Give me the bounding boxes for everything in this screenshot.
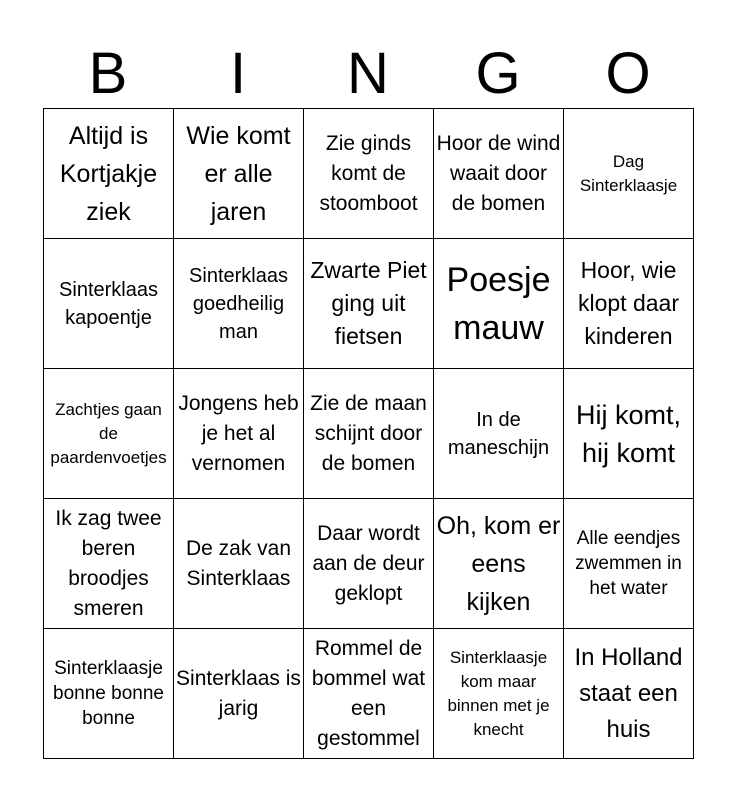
bingo-cell[interactable]: In Holland staat een huis (564, 629, 694, 759)
bingo-header (43, 40, 693, 108)
bingo-cell[interactable]: Sinterklaas is jarig (174, 629, 304, 759)
bingo-row (44, 239, 694, 369)
header-letter-i: I (229, 41, 247, 106)
bingo-cell[interactable]: Daar wordt aan de deur geklopt (304, 499, 434, 629)
bingo-cell[interactable]: Dag Sinterklaasje (564, 109, 694, 239)
header-letter-g: G (475, 41, 521, 106)
header-letter-b: B (88, 41, 128, 106)
bingo-cell[interactable]: Poesje mauw (434, 239, 564, 369)
bingo-card-grid (43, 108, 694, 759)
bingo-cell[interactable]: Zachtjes gaan de paardenvoetjes (44, 369, 174, 499)
bingo-row (44, 109, 694, 239)
bingo-cell[interactable]: Jongens heb je het al vernomen (174, 369, 304, 499)
bingo-cell[interactable]: Hij komt, hij komt (564, 369, 694, 499)
bingo-cell[interactable]: Ik zag twee beren broodjes smeren (44, 499, 174, 629)
bingo-cell[interactable]: Zie ginds komt de stoomboot (304, 109, 434, 239)
bingo-cell[interactable]: Alle eendjes zwemmen in het water (564, 499, 694, 629)
bingo-cell[interactable]: In de maneschijn (434, 369, 564, 499)
header-letter-o: O (605, 41, 651, 106)
bingo-cell[interactable]: Sinterklaasje kom maar binnen met je knecht (434, 629, 564, 759)
bingo-cell[interactable]: Sinterklaas goedheilig man (174, 239, 304, 369)
bingo-cell[interactable]: Sinterklaasje bonne bonne bonne (44, 629, 174, 759)
bingo-row (44, 499, 694, 629)
bingo-cell[interactable]: Altijd is Kortjakje ziek (44, 109, 174, 239)
bingo-cell[interactable]: Wie komt er alle jaren (174, 109, 304, 239)
bingo-cell[interactable]: De zak van Sinterklaas (174, 499, 304, 629)
bingo-row (44, 629, 694, 759)
header-letter-n: N (347, 41, 389, 106)
bingo-cell[interactable]: Sinterklaas kapoentje (44, 239, 174, 369)
bingo-row (44, 369, 694, 499)
bingo-cell[interactable]: Hoor de wind waait door de bomen (434, 109, 564, 239)
bingo-cell[interactable]: Hoor, wie klopt daar kinderen (564, 239, 694, 369)
bingo-cell[interactable]: Oh, kom er eens kijken (434, 499, 564, 629)
bingo-cell[interactable]: Rommel de bommel wat een gestommel (304, 629, 434, 759)
bingo-cell[interactable]: Zwarte Piet ging uit fietsen (304, 239, 434, 369)
bingo-cell[interactable]: Zie de maan schijnt door de bomen (304, 369, 434, 499)
